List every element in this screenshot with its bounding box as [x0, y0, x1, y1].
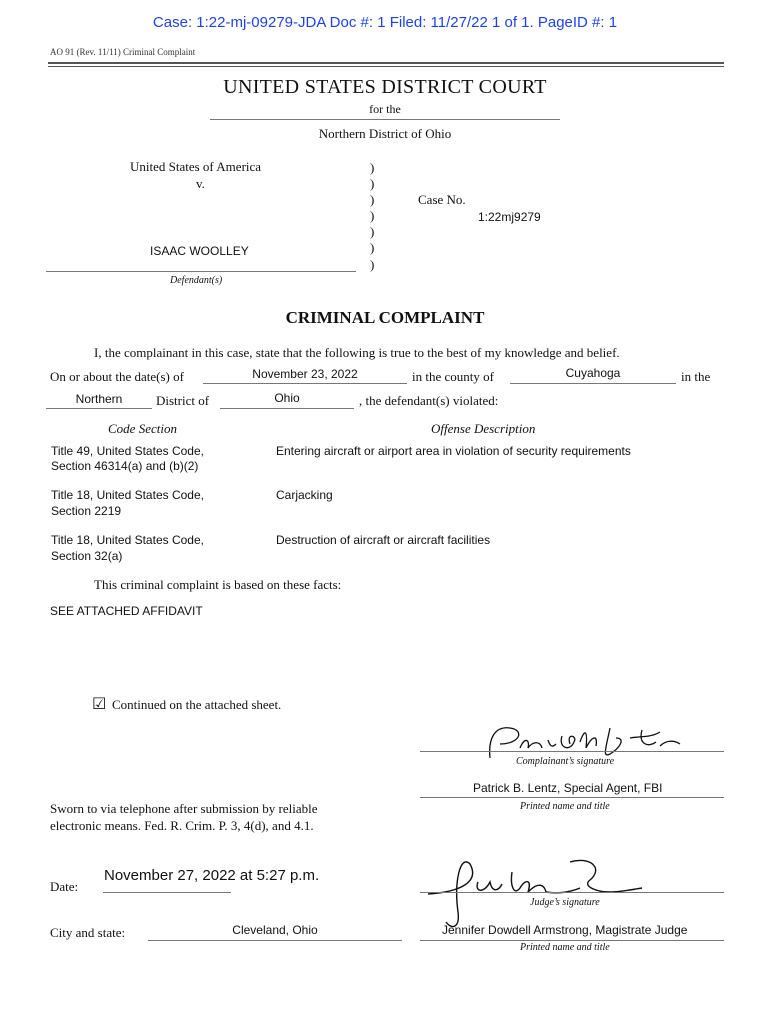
offense-code: Title 49, United States Code, [51, 444, 204, 458]
offense-description: Destruction of aircraft or aircraft facilities [276, 533, 491, 547]
complainant-signature-label: Complainant’s signature [516, 756, 615, 767]
offense-date-line [203, 383, 407, 384]
caption-paren: ) [370, 160, 375, 175]
on-or-about-label: On or about the date(s) of [50, 369, 184, 384]
city-state-line [148, 940, 402, 941]
caption-paren: ) [370, 192, 375, 207]
form-id: AO 91 (Rev. 11/11) Criminal Complaint [50, 47, 196, 57]
complainant-name: Patrick B. Lentz, Special Agent, FBI [473, 781, 663, 795]
offense-code: Title 18, United States Code, [51, 533, 204, 547]
district-line-top [210, 119, 560, 120]
judge-signature-label: Judge’s signature [530, 897, 600, 908]
offense-code: Section 2219 [51, 504, 122, 518]
judge-name-line [420, 940, 724, 941]
caption-paren: ) [370, 224, 375, 239]
complainant-signature-line [420, 751, 724, 752]
city-state-label: City and state: [50, 925, 126, 940]
city-state-value: Cleveland, Ohio [232, 923, 318, 937]
versus-label: v. [196, 176, 205, 191]
caption-paren: ) [370, 240, 375, 255]
sworn-statement-line1: Sworn to via telephone after submission by reliable [50, 801, 318, 816]
state-value: Ohio [274, 391, 300, 405]
case-stamp: Case: 1:22-mj-09279-JDA Doc #: 1 Filed: 11/27/22 1 of 1. PageID #: 1 [152, 14, 618, 31]
offense-description-header: Offense Description [431, 421, 536, 436]
case-no-label: Case No. [418, 192, 466, 207]
violated-label: , the defendant(s) violated: [359, 393, 499, 408]
court-title: UNITED STATES DISTRICT COURT [223, 76, 547, 98]
caption-paren: ) [370, 208, 375, 223]
header-rule-thin [48, 66, 724, 67]
offense-date: November 23, 2022 [252, 367, 358, 381]
continued-label: Continued on the attached sheet. [112, 697, 282, 712]
date-line [103, 892, 231, 893]
defendant-name: ISAAC WOOLLEY [150, 244, 249, 258]
sworn-statement-line2: electronic means. Fed. R. Crim. P. 3, 4(d), and 4.1. [50, 818, 314, 833]
offense-description: Carjacking [276, 488, 333, 502]
in-the-label: in the [681, 369, 711, 384]
defendant-line [46, 271, 356, 272]
date-label: Date: [50, 879, 79, 894]
county-line [510, 383, 676, 384]
case-number: 1:22mj9279 [478, 210, 541, 224]
state-line [220, 408, 354, 409]
header-rule-thick [48, 62, 724, 64]
judge-printed-label: Printed name and title [520, 942, 610, 953]
date-sworn-value: November 27, 2022 at 5:27 p.m. [104, 867, 320, 884]
offense-code: Section 32(a) [51, 549, 123, 563]
district-direction-line [46, 408, 152, 409]
continued-checkbox[interactable]: ☑ [92, 694, 107, 713]
complainant-name-line [420, 797, 724, 798]
caption-paren: ) [370, 176, 375, 191]
complainant-printed-label: Printed name and title [520, 801, 610, 812]
based-on-label: This criminal complaint is based on these facts: [94, 577, 342, 592]
defendant-label: Defendant(s) [170, 275, 223, 286]
county-value: Cuyahoga [565, 366, 621, 380]
district-of-label: District of [156, 393, 210, 408]
offense-code: Section 46314(a) and (b)(2) [51, 459, 199, 473]
code-section-header: Code Section [108, 421, 177, 436]
facts-text: SEE ATTACHED AFFIDAVIT [50, 604, 203, 618]
district-direction: Northern [75, 392, 123, 406]
complaint-heading: CRIMINAL COMPLAINT [285, 308, 485, 327]
district-name: Northern District of Ohio [318, 126, 452, 141]
for-the-label: for the [369, 102, 401, 116]
intro-statement: I, the complainant in this case, state that the following is true to the best of my knowledge and belief. [94, 345, 620, 360]
caption-paren: ) [370, 257, 375, 272]
county-label: in the county of [412, 369, 494, 384]
offense-description: Entering aircraft or airport area in violation of security requirements [276, 444, 631, 458]
judge-name: Jennifer Dowdell Armstrong, Magistrate Judge [442, 923, 688, 937]
plaintiff-name: United States of America [130, 159, 262, 174]
judge-signature-line [420, 892, 724, 893]
offense-code: Title 18, United States Code, [51, 488, 204, 502]
